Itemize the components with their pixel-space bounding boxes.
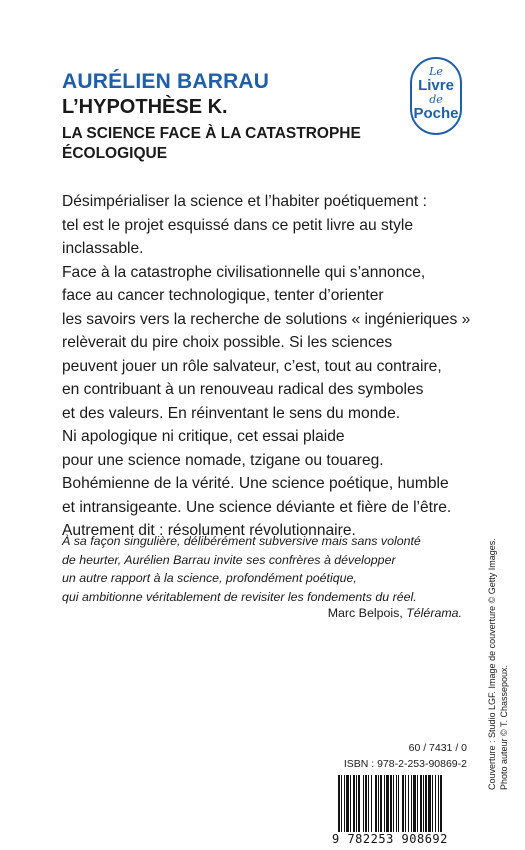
blurb-line: inclassable. — [62, 240, 144, 257]
quote-line: qui ambitionne véritablement de revisiter les fondements du réel. — [62, 589, 417, 604]
blurb-line: relèverait du pire choix possible. Si les sciences — [62, 334, 393, 351]
blurb-line: et intransigeante. Une science déviante et fière de l’être. — [62, 498, 452, 516]
author-name: AURÉLIEN BARRAU — [62, 70, 270, 93]
book-subtitle — [62, 124, 382, 164]
press-quote — [62, 532, 467, 606]
blurb-line: et des valeurs. En réinventant le sens du monde. — [62, 404, 401, 422]
book-title: L’HYPOTHÈSE K. — [62, 96, 228, 118]
quote-author: Marc Belpois, — [327, 606, 407, 620]
edition-code: 60 / 7431 / 0 — [408, 742, 467, 754]
blurb-line: les savoirs vers la recherche de solutions « ingénieriques » — [62, 310, 471, 328]
blurb-line: face au cancer technologique, tenter d’orienter — [62, 287, 384, 304]
cover-credits — [486, 538, 510, 790]
quote-attribution — [328, 606, 462, 620]
isbn-number: ISBN : 978-2-253-90869-2 — [343, 758, 467, 770]
barcode-digits: 9 782253 908692 — [332, 832, 472, 846]
blurb-line: Bohémienne de la vérité. Une science poétique, humble — [62, 475, 449, 492]
quote-line: À sa façon singulière, délibérément subversive mais sans volonté — [62, 534, 421, 548]
blurb-line: en contribuant à un renouveau radical des symboles — [62, 381, 424, 398]
blurb-line: peuvent jouer un rôle salvateur, c’est, tout au contraire, — [62, 357, 442, 375]
logo-text-de: de — [429, 93, 443, 106]
quote-line: un autre rapport à la science, profondément poétique, — [62, 571, 357, 585]
blurb-line: tel est le projet esquissé dans ce petit livre au style — [62, 216, 414, 234]
subtitle-line: ÉCOLOGIQUE — [62, 145, 168, 162]
back-cover-blurb — [62, 190, 482, 543]
credits-line: Couverture : Studio LGF. Image de couverture © Getty Images. — [487, 538, 497, 790]
credits-line: Photo auteur © T. Chassepoux. — [499, 664, 509, 790]
blurb-line: pour une science nomade, tzigane ou touareg. — [62, 451, 384, 469]
subtitle-line: LA SCIENCE FACE À LA CATASTROPHE — [62, 125, 361, 142]
blurb-line: Ni apologique ni critique, cet essai plaide — [62, 428, 345, 445]
blurb-line: Autrement dit : résolument révolutionnaire. — [62, 522, 356, 539]
quote-line: de heurter, Aurélien Barrau invite ses confrères à développer — [62, 552, 396, 567]
blurb-line: Désimpérialiser la science et l’habiter poétiquement : — [62, 193, 427, 210]
blurb-line: Face à la catastrophe civilisationnelle qui s’annonce, — [62, 263, 426, 281]
logo-text-livre: Livre — [418, 77, 454, 94]
quote-source: Télérama. — [406, 606, 462, 620]
logo-text-le: Le — [429, 65, 443, 78]
publisher-logo — [410, 57, 462, 135]
logo-text-poche: Poche — [413, 105, 459, 122]
